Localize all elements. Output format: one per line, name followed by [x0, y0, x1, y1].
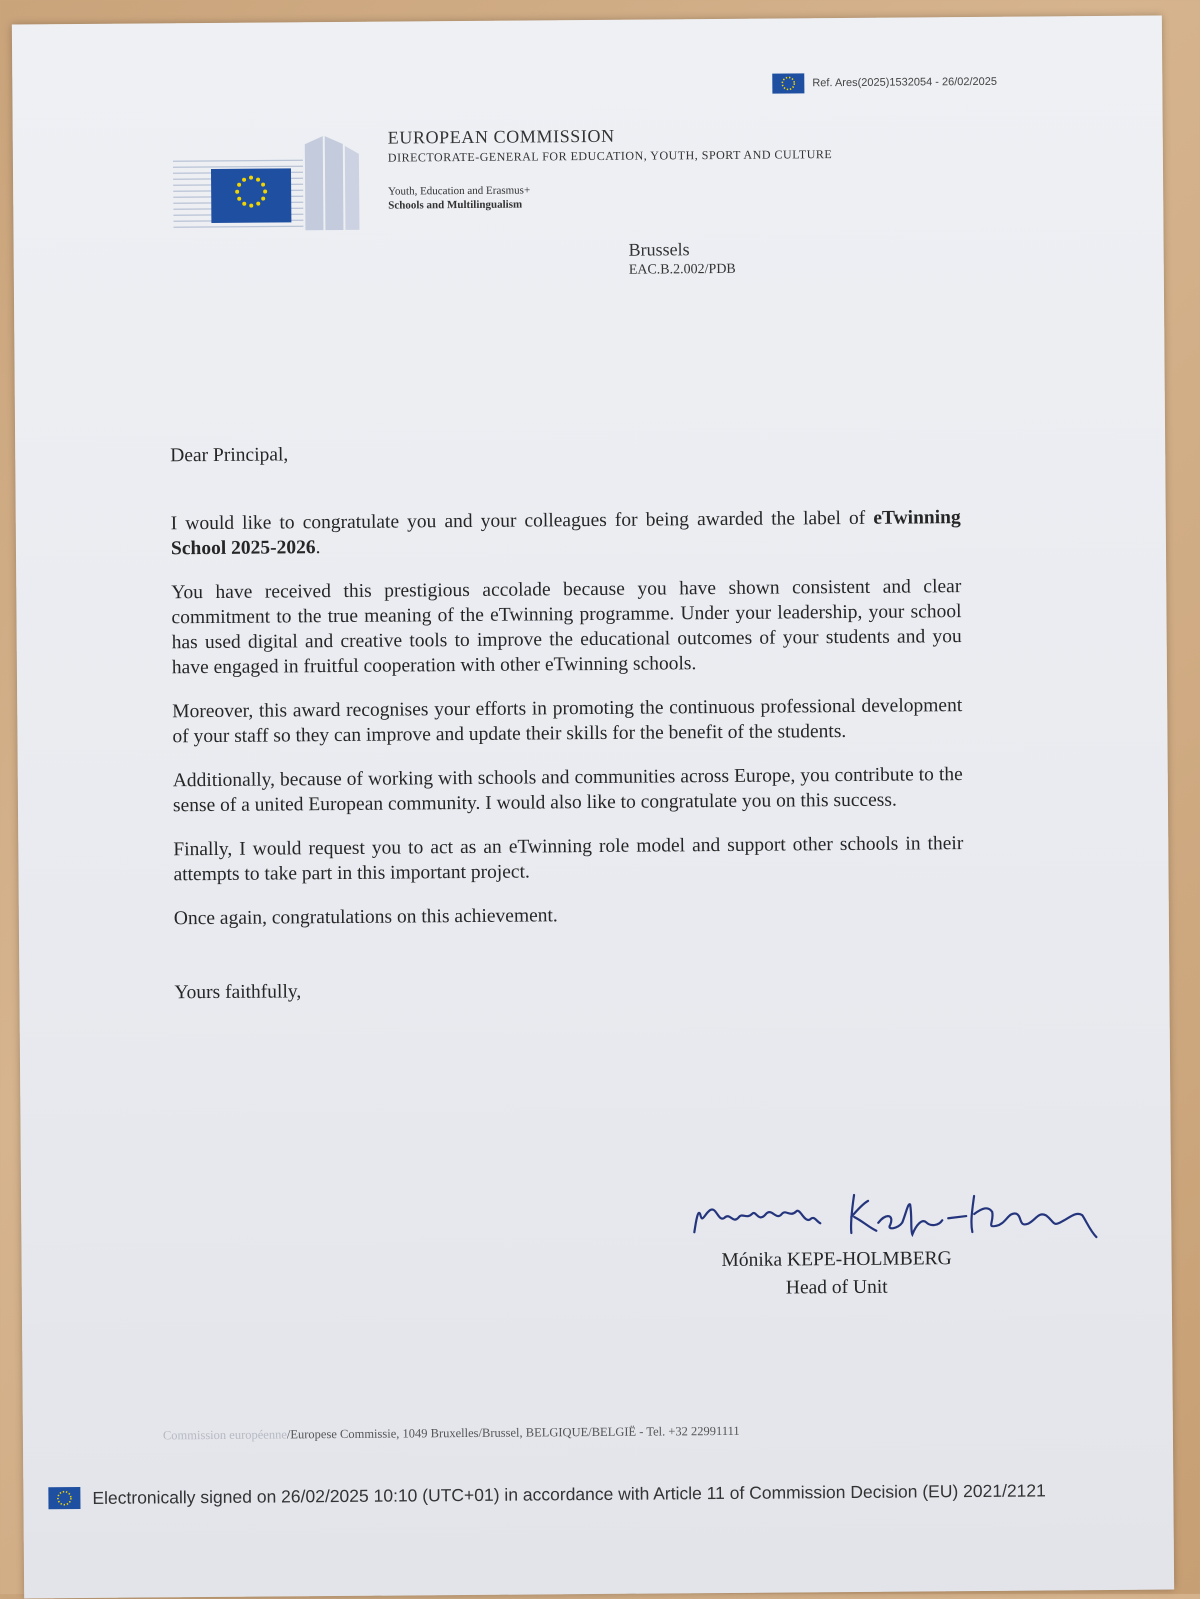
- electronic-signature-text: Electronically signed on 26/02/2025 10:10 (UTC+01) in accordance with Article 11 of Commission Decision (EU) 2021/2121: [92, 1479, 1046, 1508]
- file-code: EAC.B.2.002/PDB: [628, 261, 736, 278]
- closing: Yours faithfully,: [174, 981, 302, 1004]
- eu-flag-icon: [48, 1487, 80, 1509]
- electronic-signature-note: [48, 1479, 1046, 1509]
- letter-sheet: [12, 16, 1174, 1599]
- reference-stamp: [772, 71, 997, 95]
- footer-address-faint: Commission européenne: [162, 1427, 287, 1443]
- letterhead: [388, 124, 833, 211]
- signatory-name: Mónika KEPE-HOLMBERG: [721, 1248, 952, 1272]
- salutation: Dear Principal,: [170, 444, 289, 467]
- footer-address-text: /Europese Commissie, 1049 Bruxelles/Brussel, BELGIQUE/BELGIË - Tel. +32 22991111: [286, 1423, 740, 1442]
- paragraph-1-text: I would like to congratulate you and your colleagues for being awarded the label of: [170, 507, 874, 535]
- paragraph-6: Once again, congratulations on this achievement.: [173, 905, 558, 930]
- signatory-block: [671, 1245, 1001, 1304]
- city: Brussels: [628, 239, 690, 260]
- paragraph-2: You have received this prestigious accolade because you have shown consistent and clear commitment to the true meaning of the eTwinning programme. Under your leadership, your school has used digital and creative tools to improve the educational outcomes of your students and you have engaged in fruitful cooperation with other eTwinning schools.: [171, 576, 962, 679]
- footer-address: [163, 1422, 1023, 1444]
- paragraph-1: [171, 505, 961, 561]
- reference-number: Ref. Ares(2025)1532054 - 26/02/2025: [812, 75, 998, 90]
- paragraph-4: Additionally, because of working with schools and communities across Europe, you contribute to the sense of a united European community. I would also like to congratulate you on this success.: [172, 764, 963, 817]
- paragraph-5: Finally, I would request you to act as an eTwinning role model and support other schools in their attempts to take part in this important project.: [173, 833, 964, 886]
- label-name: eTwinning School 2025-2026: [170, 507, 961, 560]
- paragraph-3: Moreover, this award recognises your efforts in promoting the continuous professional development of your staff so they can improve and update their skills for the benefit of the students.: [172, 695, 963, 748]
- organisation-name: EUROPEAN COMMISSION: [387, 125, 615, 148]
- signatory-title: Head of Unit: [785, 1276, 888, 1299]
- directorate: Youth, Education and Erasmus+: [388, 184, 531, 198]
- handwritten-signature: [686, 1181, 1106, 1244]
- paragraph-1-end: .: [315, 537, 321, 559]
- place-block: [629, 239, 736, 279]
- unit-name: Schools and Multilingualism: [388, 198, 523, 212]
- letter-body: [170, 437, 965, 1024]
- commission-logo: [173, 132, 364, 233]
- directorate-general: DIRECTORATE-GENERAL FOR EDUCATION, YOUTH, SPORT AND CULTURE: [387, 147, 833, 165]
- eu-flag-icon: [772, 73, 804, 93]
